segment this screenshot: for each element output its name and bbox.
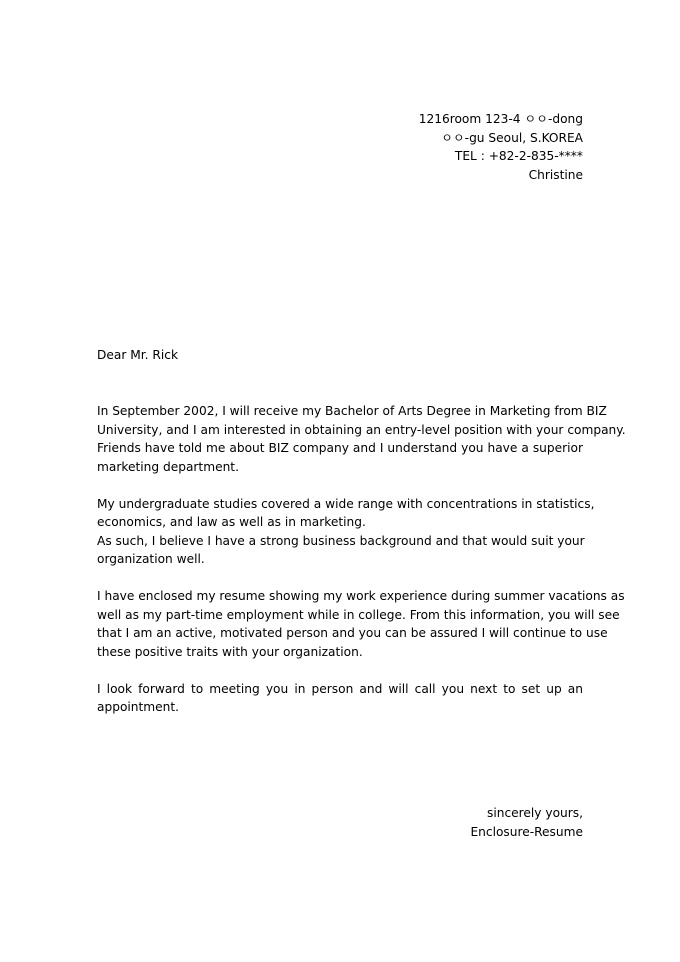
paragraph-line: I look forward to meeting you in person and will call you next to set up an — [97, 681, 583, 696]
sender-name: Christine — [528, 167, 583, 182]
paragraph-2 — [97, 495, 595, 569]
paragraph-line: In September 2002, I will receive my Bachelor of Arts Degree in Marketing from BIZ — [97, 404, 607, 418]
paragraph-line: University, and I am interested in obtaining an entry-level position with your company. — [97, 422, 626, 437]
paragraph-line: that I am an active, motivated person and you can be assured I will continue to use — [97, 626, 608, 640]
sender-address-line-1: 1216room 123-4 ㅇㅇ-dong — [418, 112, 583, 126]
enclosure-note: Enclosure-Resume — [470, 824, 583, 839]
valediction: sincerely yours, — [486, 806, 583, 820]
sender-address-block — [419, 110, 583, 184]
letter-body — [97, 402, 626, 735]
paragraph-1 — [97, 402, 626, 476]
paragraph-line: I have enclosed my resume showing my work experience during summer vacations as — [97, 589, 625, 603]
sender-telephone: TEL : +82-2-835-**** — [454, 149, 583, 163]
salutation: Dear Mr. Rick — [97, 348, 179, 362]
paragraph-line: marketing department. — [97, 459, 239, 474]
paragraph-line: My undergraduate studies covered a wide range with concentrations in statistics, — [97, 496, 595, 511]
paragraph-line: organization well. — [97, 552, 205, 566]
paragraph-line: well as my part-time employment while in college. From this information, you will see — [97, 607, 620, 622]
paragraph-line: appointment. — [97, 700, 180, 714]
closing-block — [470, 804, 583, 841]
paragraph-line: As such, I believe I have a strong business background and that would suit your — [97, 533, 585, 548]
paragraph-line: economics, and law as well as in marketing. — [97, 515, 366, 529]
paragraph-line: these positive traits with your organization. — [97, 644, 363, 659]
paragraph-3 — [97, 587, 625, 661]
sender-address-line-2: ㅇㅇ-gu Seoul, S.KOREA — [441, 130, 583, 145]
paragraph-line: Friends have told me about BIZ company and I understand you have a superior — [97, 441, 583, 455]
paragraph-4 — [97, 680, 583, 717]
